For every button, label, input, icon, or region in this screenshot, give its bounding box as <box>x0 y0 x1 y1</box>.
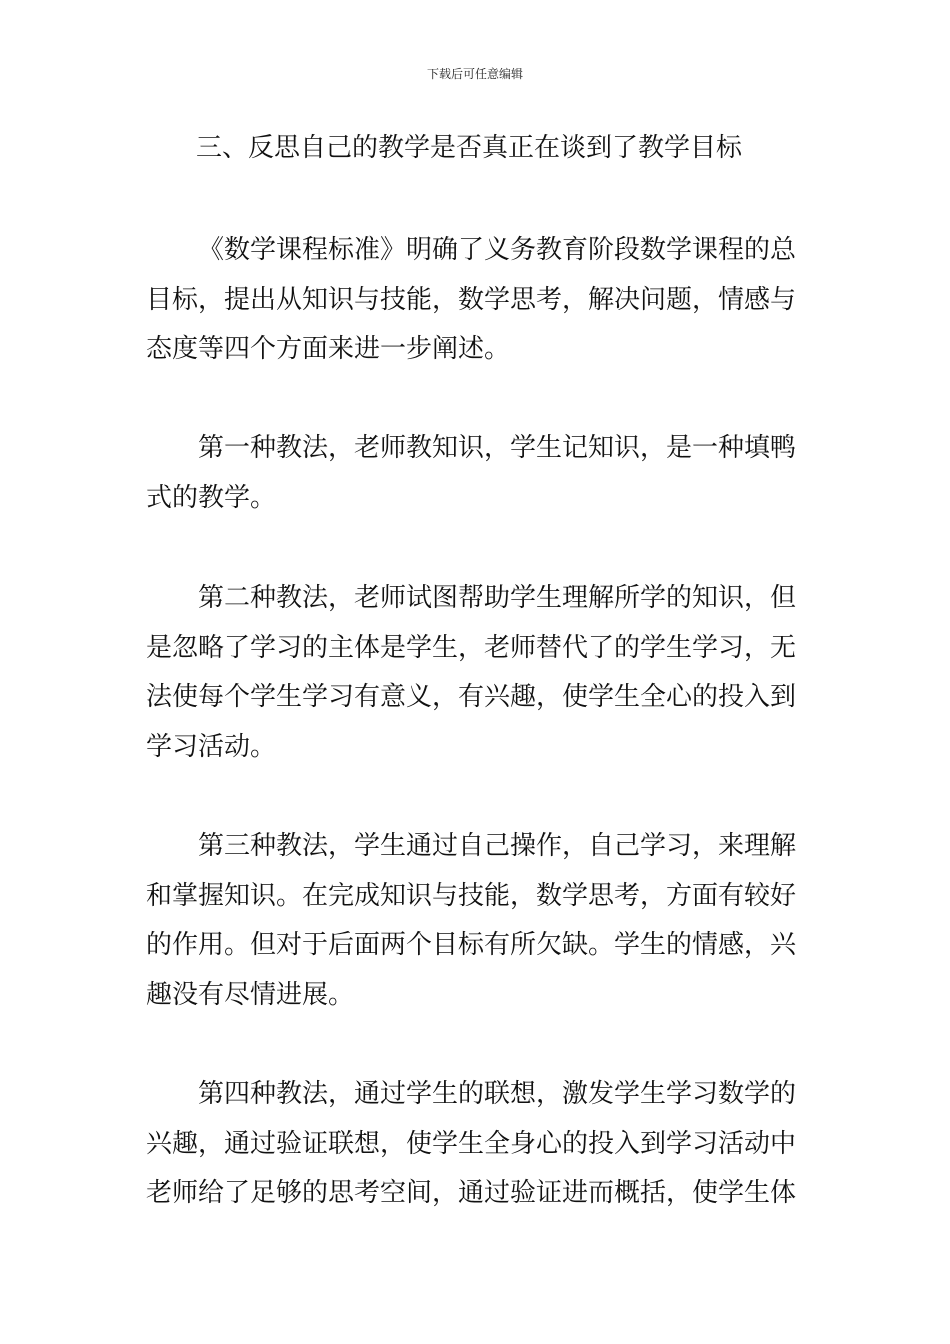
paragraph-curriculum-standard <box>146 226 796 375</box>
paragraph-line: 第一种教法，老师教知识，学生记知识，是一种填鸭 <box>198 433 797 463</box>
paragraph-line: 的作用。但对于后面两个目标有所欠缺。学生的情感，兴 <box>146 930 797 960</box>
paragraph-line: 趣没有尽情进展。 <box>146 979 355 1010</box>
paragraph-method-two <box>146 574 796 772</box>
header-note: 下载后可任意编辑 <box>426 67 523 81</box>
paragraph-line: 目标，提出从知识与技能，数学思考，解决问题，情感与 <box>146 284 797 315</box>
paragraph-line: 学习活动。 <box>146 731 277 762</box>
paragraph-method-one <box>146 424 796 523</box>
paragraph-line: 法使每个学生学习有意义，有兴趣，使学生全心的投入到 <box>146 682 797 712</box>
paragraph-line: 老师给了足够的思考空间，通过验证进而概括，使学生体 <box>146 1178 797 1208</box>
paragraph-line: 《数学课程标准》明确了义务教育阶段数学课程的总 <box>198 235 797 265</box>
paragraph-line: 式的教学。 <box>146 482 277 513</box>
paragraph-line: 第四种教法，通过学生的联想，激发学生学习数学的 <box>198 1079 797 1109</box>
paragraph-line: 第二种教法，老师试图帮助学生理解所学的知识，但 <box>198 583 797 613</box>
section-heading: 三、反思自己的教学是否真正在谈到了教学目标 <box>196 133 743 163</box>
paragraph-line: 是忽略了学习的主体是学生，老师替代了的学生学习，无 <box>146 632 797 663</box>
paragraph-line: 态度等四个方面来进一步阐述。 <box>146 334 511 364</box>
paragraph-method-four <box>146 1070 796 1219</box>
paragraph-method-three <box>146 822 796 1020</box>
paragraph-line: 和掌握知识。在完成知识与技能，数学思考，方面有较好 <box>146 880 797 911</box>
paragraph-line: 兴趣，通过验证联想，使学生全身心的投入到学习活动中 <box>146 1128 797 1159</box>
paragraph-line: 第三种教法，学生通过自己操作，自己学习，来理解 <box>198 831 797 861</box>
